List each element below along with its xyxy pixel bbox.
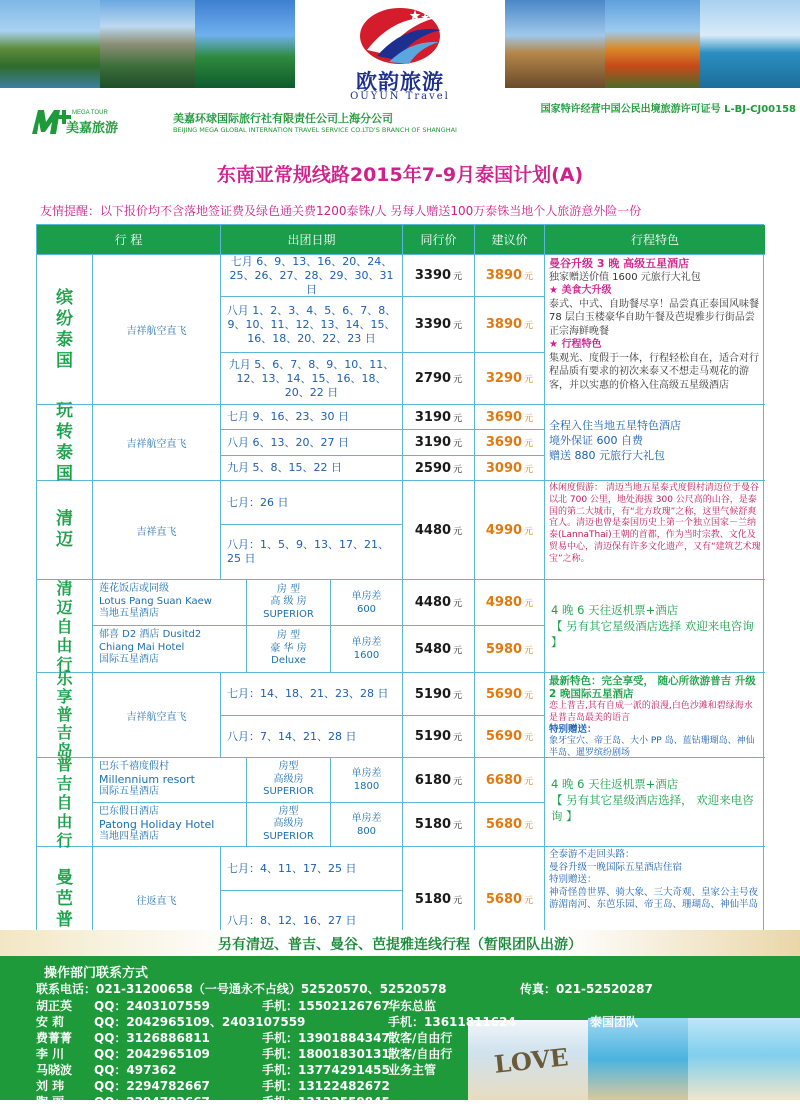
hotel-name: 巴东千禧度假村 bbox=[99, 761, 169, 772]
feature-gift: 神奇怪兽世界、骑大象、三大奇观、皇家公主号夜游湄南河、东芭乐园、帝王岛、珊瑚岛、神仙半岛 bbox=[549, 886, 759, 910]
staff-mobile: 手机：13774291455 bbox=[262, 1063, 390, 1077]
hotel-info bbox=[93, 580, 247, 626]
trade-price: 5190 元 bbox=[403, 673, 475, 716]
staff-name: 费菁菁 bbox=[36, 1031, 73, 1045]
staff-role: 散客/自由行 bbox=[388, 1047, 453, 1061]
beach-photo bbox=[688, 1018, 800, 1100]
header-route: 行 程 bbox=[37, 225, 221, 255]
feature-food-title: ★ 美食大升级 bbox=[549, 285, 612, 296]
departure-dates: 七月：14、18、21、23、28 日 bbox=[221, 673, 403, 716]
ouyun-brand-name: 欧韵旅游 bbox=[356, 69, 444, 94]
departure-dates: 八月：1、5、9、13、17、21、25 日 bbox=[221, 525, 403, 580]
suggest-price: 3890 元 bbox=[475, 255, 545, 297]
resort-photo bbox=[505, 0, 605, 88]
feature-package: 4 晚 6 天往返机票+酒店 bbox=[551, 777, 679, 791]
page-title: 东南亚常规线路2015年7-9月泰国计划(A) bbox=[216, 164, 584, 186]
staff-qq: QQ：2403107559 bbox=[94, 999, 210, 1013]
route-name: 乐享普吉岛 bbox=[37, 673, 93, 758]
trade-price: 4480 元 bbox=[403, 481, 475, 580]
license-number: 国家特许经营中国公民出境旅游许可证号 L-BJ-CJ00158 bbox=[540, 104, 796, 115]
feature-tail: 恋上普吉,其有自成一派的浪漫,白色沙滩和碧绿海水是普吉岛最美的语言 bbox=[549, 701, 753, 723]
departure-dates: 七月：26 日 bbox=[221, 481, 403, 525]
staff-qq: QQ：2294782667 bbox=[94, 1079, 210, 1093]
feature-route: 全泰游不走回头路： bbox=[549, 849, 635, 860]
suggest-price: 3890 元 bbox=[475, 297, 545, 353]
departure-dates: 八月 1、2、3、4、5、6、7、8、9、10、11、12、13、14、15、16、18、20、22、23 日 bbox=[221, 297, 403, 353]
suggest-price: 6680 元 bbox=[475, 758, 545, 803]
coastline-photo bbox=[700, 0, 800, 88]
trade-price: 3390 元 bbox=[403, 255, 475, 297]
feature-gift-title: 特别赠送： bbox=[549, 874, 597, 885]
trade-price: 3190 元 bbox=[403, 430, 475, 456]
room-type: 房型 高级房 SUPERIOR bbox=[247, 803, 331, 847]
hotel-info bbox=[93, 626, 247, 673]
hotel-level: 国际五星酒店 bbox=[99, 786, 159, 797]
route-name: 玩转泰国 bbox=[37, 405, 93, 481]
staff-role: 业务主管 bbox=[388, 1063, 437, 1077]
suggest-price: 3290 元 bbox=[475, 353, 545, 405]
mega-logo-small-text: MEGA TOUR bbox=[72, 110, 108, 116]
love-text: LOVE bbox=[492, 1042, 570, 1079]
departure-dates: 七月 6、9、13、16、20、24、25、26、27、28、29、30、31 日 bbox=[221, 255, 403, 297]
suggest-price: 4990 元 bbox=[475, 481, 545, 580]
staff-qq: QQ：3126886811 bbox=[94, 1031, 210, 1045]
lake-mountain-photo bbox=[0, 0, 100, 88]
staff-mobile: 手机：18001830131 bbox=[262, 1047, 390, 1061]
trade-price: 3190 元 bbox=[403, 405, 475, 430]
trade-price: 3390 元 bbox=[403, 297, 475, 353]
company-name: 美嘉环球国际旅行社有限责任公司上海分公司 bbox=[173, 112, 393, 125]
suggest-price: 5690 元 bbox=[475, 673, 545, 716]
feature-gift-title: 特别赠送： bbox=[549, 724, 597, 735]
header-trade-price: 同行价 bbox=[403, 225, 475, 255]
airline: 吉祥航空直飞 bbox=[93, 255, 221, 405]
hotel-name-en: Chiang Mai Hotel bbox=[99, 641, 185, 653]
route-name: 清迈 bbox=[37, 481, 93, 580]
staff-name: 陶 丽 bbox=[36, 1095, 65, 1109]
route-name: 清迈自由行 bbox=[37, 580, 93, 673]
room-type: 房 型 豪 华 房 Deluxe bbox=[247, 626, 331, 673]
staff-name: 马晓波 bbox=[36, 1063, 73, 1077]
staff-name: 李 川 bbox=[36, 1047, 65, 1061]
departure-dates: 八月：8、12、16、27 日 bbox=[221, 891, 403, 951]
ouyun-logo bbox=[355, 4, 445, 66]
autumn-photo bbox=[605, 0, 700, 88]
feature-guarantee: 境外保证 600 自费 bbox=[549, 434, 643, 447]
hotel-name-en: Lotus Pang Suan Kaew bbox=[99, 595, 212, 607]
header-dates: 出团日期 bbox=[221, 225, 403, 255]
combo-tour-banner: 另有清迈、普吉、曼谷、芭提雅连线行程（暂限团队出游） bbox=[218, 937, 582, 953]
suggest-price: 5680 元 bbox=[475, 847, 545, 951]
mega-logo-cn-text: 美嘉旅游 bbox=[66, 121, 119, 136]
feature-trip: 集观光、度假于一体，行程轻松自在，适合对行程品质有要求的初次来泰又不想走马观花的游客，并以实惠的价格入住高级五星级酒店 bbox=[549, 352, 759, 391]
airline: 往返直飞 bbox=[93, 847, 221, 951]
departure-dates: 九月 5、8、15、22 日 bbox=[221, 456, 403, 481]
departure-dates: 七月：4、11、17、25 日 bbox=[221, 847, 403, 891]
header-suggest-price: 建议价 bbox=[475, 225, 545, 255]
suggest-price: 5690 元 bbox=[475, 716, 545, 758]
feature-options: 【 另有其它星级酒店选择， 欢迎来电咨询 】 bbox=[551, 793, 754, 823]
hotel-info bbox=[93, 803, 247, 847]
suggest-price: 3690 元 bbox=[475, 405, 545, 430]
feature-food: 泰式、中式、自助餐尽享！品尝真正泰国风味餐 78 层白玉楼豪华自助午餐及芭堤雅步行街品尝正宗海鲜晚餐 bbox=[549, 298, 759, 337]
notice-text: 友情提醒：以下报价均不含落地签证费及绿色通关费1200泰铢/人 另每人赠送100万泰铢当地个人旅游意外险一份 bbox=[40, 204, 642, 218]
contact-phone: 联系电话：021-31200658（一号通永不占线）52520570、52520578 bbox=[36, 982, 447, 996]
hotel-level: 当地四星酒店 bbox=[99, 831, 159, 842]
single-supplement: 单房差 1800 bbox=[331, 758, 403, 803]
staff-mobile: 手机：13611811624 bbox=[388, 1015, 516, 1029]
route-features bbox=[545, 580, 765, 673]
trade-price: 5190 元 bbox=[403, 716, 475, 758]
contact-title: 操作部门联系方式 bbox=[44, 966, 149, 981]
single-supplement: 单房差 600 bbox=[331, 580, 403, 626]
suggest-price: 5680 元 bbox=[475, 803, 545, 847]
route-features: 休闲度假游： 清迈当地五星泰式度假村清迈位于曼谷以北 700 公里，地处海拔 300 公尺高的山谷，是泰国的第二大城市，有“北方玫瑰”之称，这里气候舒爽宜人。清迈也曾是泰国历史上第一个独立国家－兰纳泰(LannaThai)王朝的首都，作为当时宗教、文化及贸易中心，清迈保有许多文化遗产，又有“建筑艺术瑰宝”之称。 bbox=[545, 481, 765, 580]
single-supplement: 单房差 800 bbox=[331, 803, 403, 847]
route-features bbox=[545, 673, 765, 758]
forest-photo bbox=[195, 0, 295, 88]
departure-dates: 七月 9、16、23、30 日 bbox=[221, 405, 403, 430]
staff-role: 华东总监 bbox=[388, 999, 437, 1013]
trade-price: 6180 元 bbox=[403, 758, 475, 803]
staff-name: 安 莉 bbox=[36, 1015, 65, 1029]
hotel-level: 国际五星酒店 bbox=[99, 654, 159, 665]
departure-dates: 八月：7、14、21、28 日 bbox=[221, 716, 403, 758]
feature-upgrade: 曼谷升级 3 晚 高级五星酒店 bbox=[549, 257, 690, 270]
staff-mobile: 手机：15502126767 bbox=[262, 999, 390, 1013]
header-features: 行程特色 bbox=[545, 225, 765, 255]
feature-hotel: 全程入住当地五星特色酒店 bbox=[549, 419, 681, 432]
airline: 吉祥航空直飞 bbox=[93, 405, 221, 481]
departure-dates: 九月 5、6、7、8、9、10、11、12、13、14、15、16、18、20、22 日 bbox=[221, 353, 403, 405]
hotel-name: 郁喜 D2 酒店 Dusitd2 bbox=[99, 629, 202, 640]
room-type: 房 型 高 级 房 SUPERIOR bbox=[247, 580, 331, 626]
feature-title: 最新特色：完全享受， 随心所欲游普吉 升级 2 晚国际五星酒店 bbox=[549, 675, 756, 700]
feature-gift: 赠送 880 元旅行大礼包 bbox=[549, 449, 665, 462]
feature-upgrade: 曼谷升级一晚国际五星酒店住宿 bbox=[549, 861, 683, 873]
itinerary-table bbox=[36, 224, 764, 950]
staff-mobile: 手机：13122559845 bbox=[262, 1095, 390, 1109]
trade-price: 5180 元 bbox=[403, 847, 475, 951]
suggest-price: 3090 元 bbox=[475, 456, 545, 481]
hotel-info bbox=[93, 758, 247, 803]
suggest-price: 4980 元 bbox=[475, 580, 545, 626]
staff-qq: QQ：2042965109 bbox=[94, 1047, 210, 1061]
valley-photo bbox=[100, 0, 195, 88]
route-features bbox=[545, 758, 765, 847]
contact-fax: 传真：021-52520287 bbox=[520, 982, 653, 996]
trade-price: 4480 元 bbox=[403, 580, 475, 626]
trade-price: 5480 元 bbox=[403, 626, 475, 673]
suggest-price: 5980 元 bbox=[475, 626, 545, 673]
company-name-en: BEIJING MEGA GLOBAL INTERNATION TRAVEL SERVICE CO.LTD'S BRANCH OF SHANGHAI bbox=[173, 126, 457, 134]
route-features bbox=[545, 255, 765, 405]
departure-dates: 八月 6、13、20、27 日 bbox=[221, 430, 403, 456]
hotel-name-en: Millennium resort bbox=[99, 772, 195, 786]
staff-qq: QQ：2294782667 bbox=[94, 1095, 210, 1109]
room-type: 房型 高级房 SUPERIOR bbox=[247, 758, 331, 803]
staff-role: 散客/自由行 bbox=[388, 1031, 453, 1045]
staff-name: 胡正英 bbox=[36, 999, 73, 1013]
route-name: 缤纷泰国 bbox=[37, 255, 93, 405]
staff-qq: QQ：2042965109、2403107559 bbox=[94, 1015, 306, 1029]
trade-price: 2790 元 bbox=[403, 353, 475, 405]
staff-qq: QQ：497362 bbox=[94, 1063, 177, 1077]
hotel-name: 莲花饭店或同级 bbox=[99, 583, 169, 594]
hotel-name: 巴东假日酒店 bbox=[99, 806, 159, 817]
airline: 吉祥航空直飞 bbox=[93, 673, 221, 758]
single-supplement: 单房差 1600 bbox=[331, 626, 403, 673]
trade-price: 2590 元 bbox=[403, 456, 475, 481]
route-features bbox=[545, 405, 765, 481]
suggest-price: 3690 元 bbox=[475, 430, 545, 456]
feature-options: 【 另有其它星级酒店选择 欢迎来电咨询 】 bbox=[551, 619, 754, 649]
feature-trip-title: ★ 行程特色 bbox=[549, 339, 602, 350]
ouyun-brand-name-en: OUYUN Travel bbox=[350, 91, 450, 102]
staff-mobile: 手机：13901884347 bbox=[262, 1031, 390, 1045]
beach-girl-photo bbox=[588, 1018, 688, 1100]
route-name: 普吉自由行 bbox=[37, 758, 93, 847]
mega-tour-logo bbox=[30, 104, 150, 136]
feature-package: 4 晚 6 天往返机票+酒店 bbox=[551, 603, 679, 617]
feature-gift: 象牙宝穴、帝王岛、大小 PP 岛、蓝钻珊瑚岛、神仙半岛、暹罗缤纷剧场 bbox=[549, 736, 755, 758]
airline: 吉祥直飞 bbox=[93, 481, 221, 580]
staff-role: 泰国团队 bbox=[590, 1015, 639, 1029]
staff-mobile: 手机：13122482672 bbox=[262, 1079, 390, 1093]
route-name: 曼芭普 bbox=[37, 847, 93, 951]
hotel-name-en: Patong Holiday Hotel bbox=[99, 817, 215, 831]
staff-name: 刘 玮 bbox=[36, 1079, 65, 1093]
trade-price: 5180 元 bbox=[403, 803, 475, 847]
hotel-level: 当地五星酒店 bbox=[99, 608, 159, 619]
feature-gift: 独家赠送价值 1600 元旅行大礼包 bbox=[549, 271, 701, 283]
